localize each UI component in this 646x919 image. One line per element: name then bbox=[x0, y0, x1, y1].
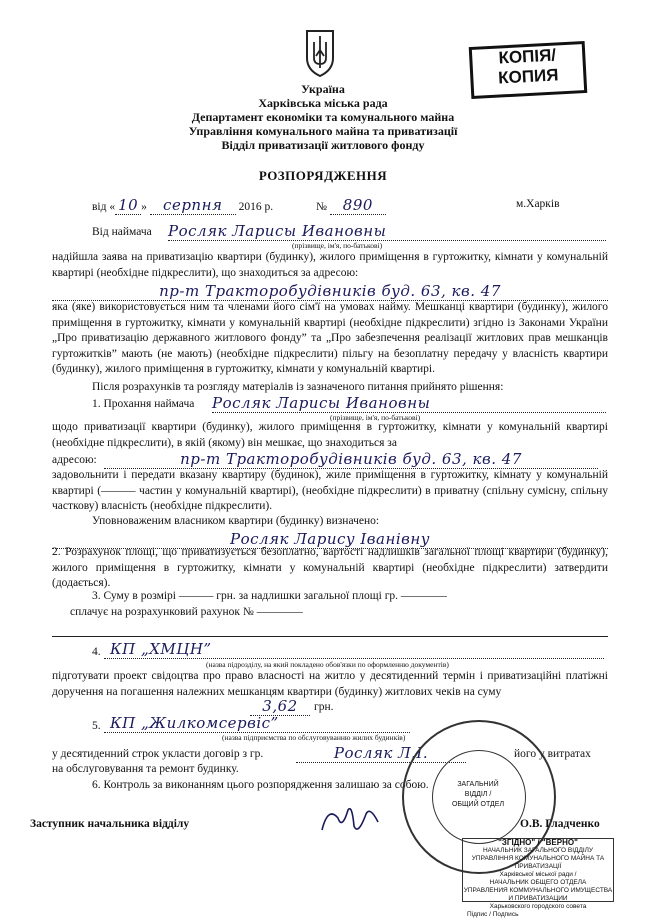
item1-label: 1. Прохання наймача bbox=[92, 398, 195, 410]
signature-name: О.В. Гладченко bbox=[520, 818, 600, 830]
address-1: пр-т Тракторобудівників буд. 63, кв. 47 bbox=[52, 282, 608, 301]
rect-stamp-title: "ЗГІДНО" / "ВЕРНО" bbox=[498, 838, 578, 847]
date-year: 2016 р. bbox=[238, 201, 274, 213]
date-day: 10 bbox=[115, 196, 141, 215]
rect-stamp-l3: Харківської міської ради / bbox=[499, 871, 577, 878]
date-line bbox=[92, 196, 273, 215]
signature-position: Заступник начальника відділу bbox=[30, 818, 190, 830]
round-stamp-line3: ОБЩИЙ ОТДЕЛ bbox=[451, 801, 505, 808]
item6-text: 6. Контроль за виконанням цього розпорядження залишаю за собою. bbox=[92, 779, 429, 791]
certification-stamp bbox=[462, 838, 614, 918]
applicant-label: Від наймача bbox=[92, 226, 152, 238]
copy-stamp-line1: КОПІЯ/ bbox=[498, 45, 557, 68]
item1-name: Росляк Ларисы Ивановны bbox=[212, 394, 606, 413]
owner-label: Уповноваженим власником квартири (будинку) визначено: bbox=[92, 515, 380, 527]
date-month: серпня bbox=[150, 196, 236, 215]
item3-text-b: сплачує на розрахунковий рахунок № ———— bbox=[70, 606, 303, 618]
rect-stamp-l7: Підпис / Подпись bbox=[467, 911, 519, 918]
rect-stamp-l6: Харьковского городского совета bbox=[489, 903, 587, 910]
number-label: № bbox=[316, 201, 327, 213]
rect-stamp-l1: НАЧАЛЬНИК ЗАГАЛЬНОГО ВІДДІЛУ bbox=[482, 847, 594, 854]
address-2: пр-т Тракторобудівників буд. 63, кв. 47 bbox=[104, 450, 598, 469]
rect-stamp-l4: НАЧАЛЬНИК ОБЩЕГО ОТДЕЛА bbox=[489, 879, 587, 886]
item2-text: 2. Розрахунок площі, що приватизується безоплатно, вартості надлишків загальної площі квартири (будинку), жилого приміщення в гуртожитку, кімнати у комунальній квартирі (необхідне підкреслити) затвердити (додається). bbox=[52, 546, 608, 589]
header-division: Відділ приватизації житлового фонду bbox=[221, 138, 425, 152]
coat-of-arms-icon bbox=[304, 28, 336, 78]
copy-stamp-line2: КОПИЯ bbox=[497, 65, 559, 88]
item3-blank-line bbox=[52, 636, 608, 637]
item5-hint: (назва підприємства по обслуговуванню жилих будинків) bbox=[222, 733, 406, 742]
date-mid: » bbox=[141, 201, 147, 213]
signature-icon bbox=[318, 800, 388, 840]
item1-text2: задовольнити і передати вказану квартиру (будинок), жиле приміщення в гуртожитку, кімнату у комунальній квартирі (——— частин у комунальній квартирі), (необхідне підкреслити) в приватну (спільну сумісну, спільну часткову) власність (необхідне підкреслити). bbox=[52, 469, 608, 512]
address-label: адресою: bbox=[52, 454, 97, 466]
item4-num: 4. bbox=[92, 646, 101, 658]
item1-text: щодо приватизації квартири (будинку), жилого приміщення в гуртожитку, кімнати у комунальній квартирі (необхідне підкреслити), в якій (якому) він мешкає, що знаходиться за bbox=[52, 421, 608, 449]
round-stamp-line2: ВІДДІЛ / bbox=[464, 791, 492, 798]
item5-org: КП „Жилкомсервіс” bbox=[104, 714, 410, 733]
item4-text: підготувати проект свідоцтва про право власності на житло у десятиденний термін і приватизаційні платіжні доручення на погашення належних мешканцям квартири (будинку) житлових чеків на суму bbox=[52, 670, 608, 698]
item4-sum: 3,62 bbox=[250, 697, 310, 716]
item4-hint: (назва підрозділу, на який покладено обов'язки по оформленню документів) bbox=[206, 660, 449, 669]
rect-stamp-l5: УПРАВЛЕНИЯ КОММУНАЛЬНОГО ИМУЩЕСТВА И ПРИВАТИЗАЦИИ bbox=[463, 887, 613, 902]
paragraph-application: надійшла заява на приватизацію квартири (будинку), жилого приміщення в гуртожитку, кімнати у комунальній квартирі (необхідне підкреслити), що знаходиться за адресою: bbox=[52, 251, 608, 279]
date-prefix: від « bbox=[92, 201, 116, 213]
item4-currency: грн. bbox=[314, 701, 334, 713]
item5-name: Росляк Л.І. bbox=[296, 744, 466, 763]
city: м.Харків bbox=[516, 198, 560, 210]
item4-org: КП „ХМЦН” bbox=[104, 640, 604, 659]
paragraph-privilege: яка (яке) використовується ним та членами його сім'ї на умовах найму. Мешканці квартири (будинку), жилого приміщення в гуртожитку, кімнати у комунальній квартирі (необхідне підкреслити) згідно із Законами України „Про приватизацію державного житлового фонду” та „Про забезпечення реалізації житлових прав мешканців гуртожитків” мають (не мають) (необхідне підкреслити) пільгу на безоплатну передачу у власність квартири (будинку), жилого приміщення в гуртожитку, кімнати у комунальній квартирі. bbox=[52, 301, 608, 375]
item5-text-a: у десятиденний строк укласти договір з гр. bbox=[52, 748, 264, 760]
header-department: Департамент економіки та комунального майна bbox=[191, 110, 455, 124]
round-stamp-line1: ЗАГАЛЬНИЙ bbox=[457, 781, 499, 788]
item5-num: 5. bbox=[92, 720, 101, 732]
number-value: 890 bbox=[330, 196, 386, 215]
applicant-hint: (прізвище, ім'я, по-батькові) bbox=[292, 241, 383, 250]
header-directorate: Управління комунального майна та приватизації bbox=[188, 124, 458, 138]
round-stamp-text bbox=[442, 780, 514, 810]
owner-name: Росляк Ларису Іванівну bbox=[52, 530, 608, 549]
item5-text-c: на обслуговування та ремонт будинку. bbox=[52, 763, 239, 775]
doc-title: РОЗПОРЯДЖЕННЯ bbox=[258, 168, 388, 183]
header-country: Україна bbox=[301, 82, 345, 96]
item5-text-b: його у витратах bbox=[514, 748, 591, 760]
doc-number bbox=[316, 196, 386, 215]
header-council: Харківська міська рада bbox=[258, 96, 388, 110]
item1-hint: (прізвище, ім'я, по-батькові) bbox=[330, 413, 421, 422]
paragraph-decision: Після розрахунків та розгляду матеріалів із зазначеного питання прийнято рішення: bbox=[92, 381, 504, 393]
rect-stamp-l2: УПРАВЛІННЯ КОМУНАЛЬНОГО МАЙНА ТА ПРИВАТИЗАЦІЇ bbox=[471, 855, 605, 870]
item3-text-a: 3. Суму в розмірі ——— грн. за надлишки загальної площі гр. ———— bbox=[92, 590, 447, 602]
applicant-name: Росляк Ларисы Ивановны bbox=[168, 222, 606, 241]
